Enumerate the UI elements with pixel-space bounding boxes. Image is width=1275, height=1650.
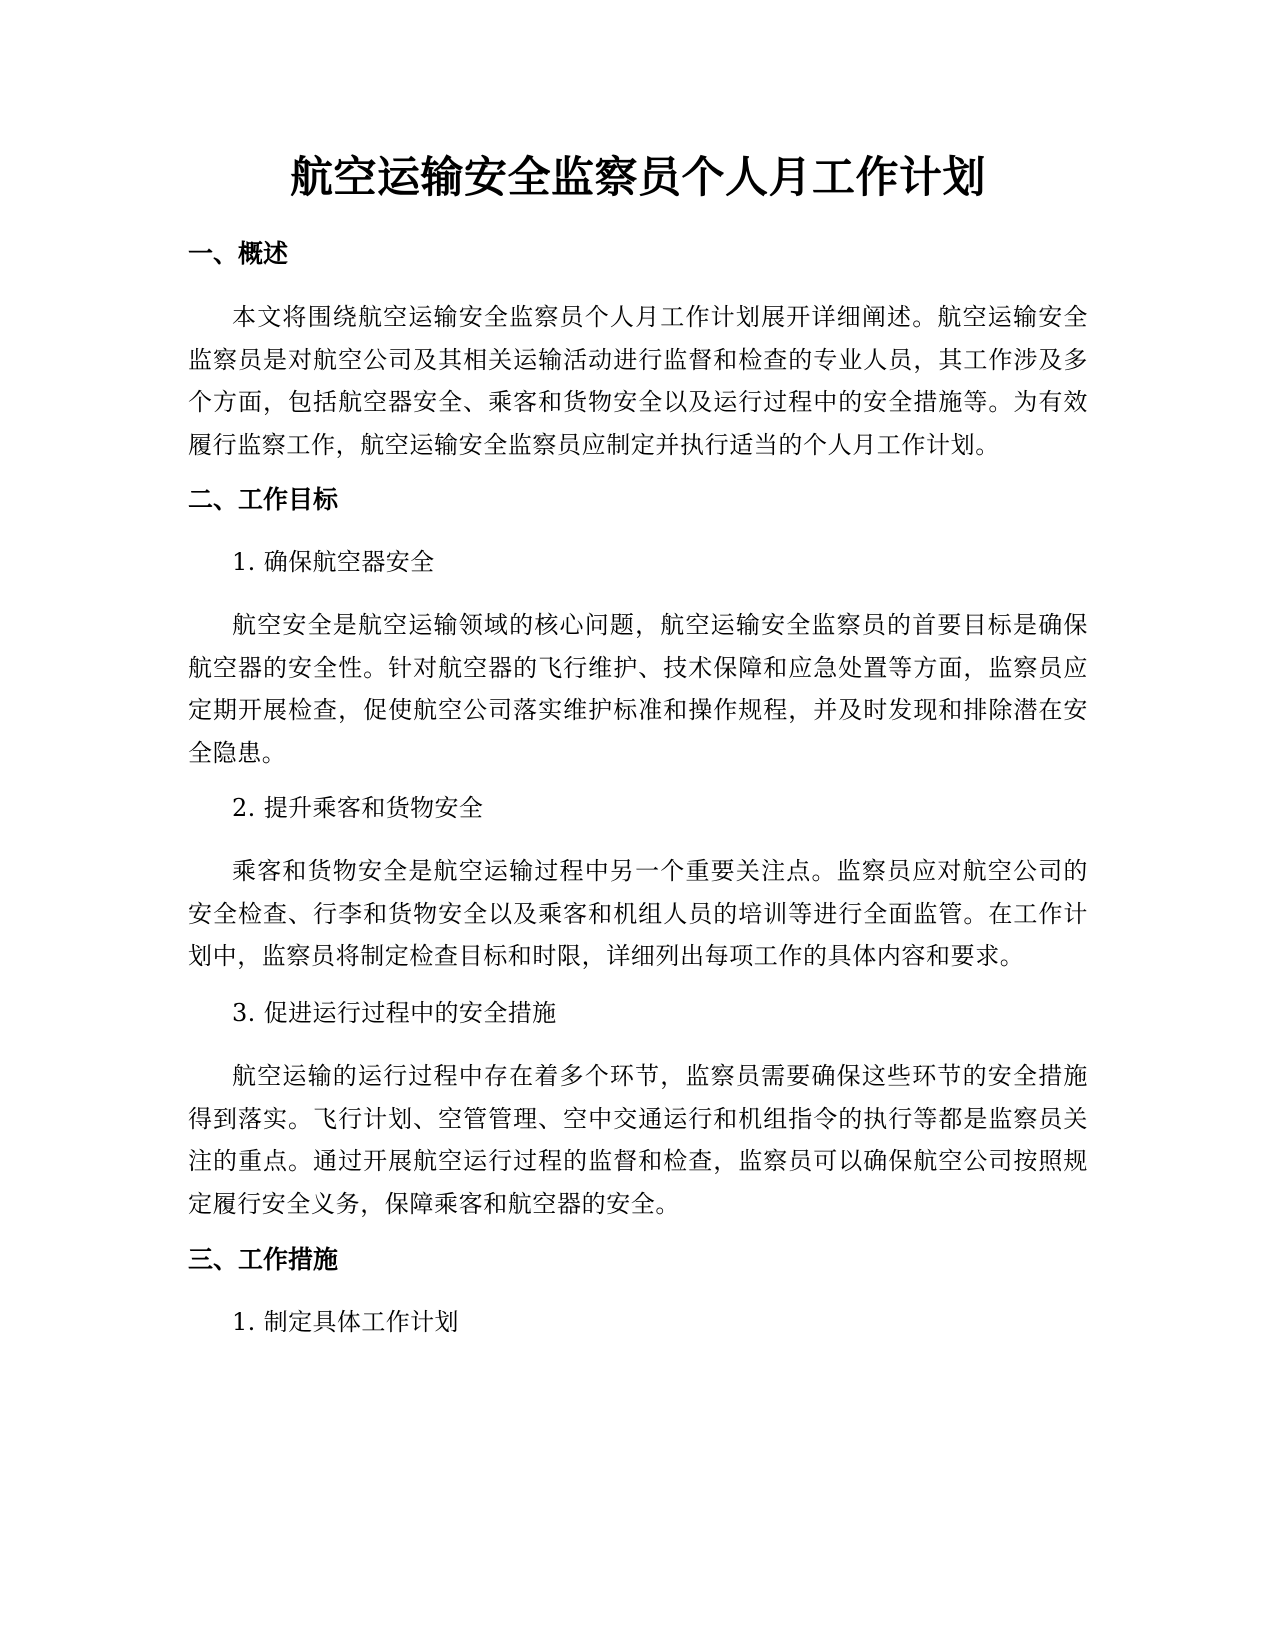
section-heading-goals: 二、工作目标 — [188, 485, 339, 514]
section-heading-overview: 一、概述 — [188, 239, 289, 268]
overview-paragraph: 本文将围绕航空运输安全监察员个人月工作计划展开详细阐述。航空运输安全监察员是对航空公司及其相关运输活动进行监督和检查的专业人员，其工作涉及多个方面，包括航空器安全、乘客和货物安全以及运行过程中的安全措施等。为有效履行监察工作，航空运输安全监察员应制定并执行适当的个人月工作计划。 — [188, 303, 1088, 459]
document-title: 航空运输安全监察员个人月工作计划 — [290, 153, 986, 203]
document-page — [188, 0, 1088, 1650]
goal-1-title: 1. 确保航空器安全 — [232, 548, 435, 576]
section-heading-measures: 三、工作措施 — [188, 1245, 339, 1274]
goal-2-paragraph: 乘客和货物安全是航空运输过程中另一个重要关注点。监察员应对航空公司的安全检查、行李和货物安全以及乘客和机组人员的培训等进行全面监管。在工作计划中，监察员将制定检查目标和时限，详细列出每项工作的具体内容和要求。 — [188, 857, 1088, 970]
goal-3-paragraph: 航空运输的运行过程中存在着多个环节，监察员需要确保这些环节的安全措施得到落实。飞行计划、空管管理、空中交通运行和机组指令的执行等都是监察员关注的重点。通过开展航空运行过程的监督和检查，监察员可以确保航空公司按照规定履行安全义务，保障乘客和航空器的安全。 — [188, 1062, 1088, 1218]
goal-2-title: 2. 提升乘客和货物安全 — [232, 794, 484, 822]
goal-3-title: 3. 促进运行过程中的安全措施 — [232, 999, 557, 1027]
measure-1-title: 1. 制定具体工作计划 — [232, 1308, 459, 1336]
goal-1-paragraph: 航空安全是航空运输领域的核心问题，航空运输安全监察员的首要目标是确保航空器的安全性。针对航空器的飞行维护、技术保障和应急处置等方面，监察员应定期开展检查，促使航空公司落实维护标准和操作规程，并及时发现和排除潜在安全隐患。 — [188, 611, 1088, 767]
